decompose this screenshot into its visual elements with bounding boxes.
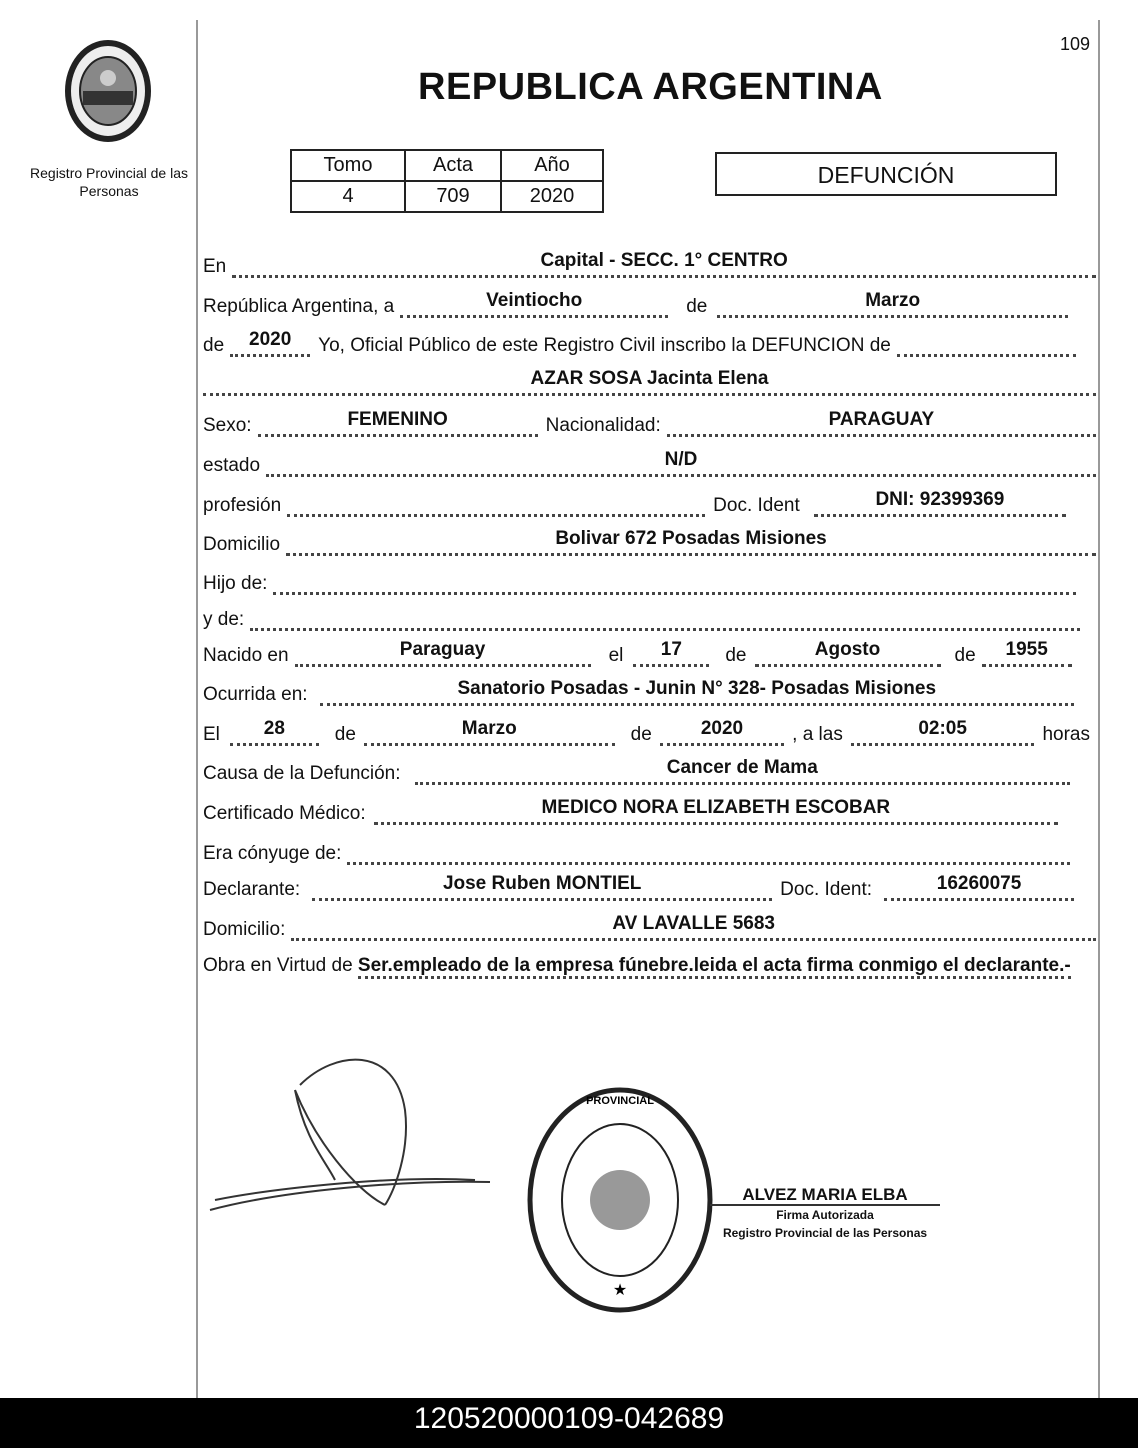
registry-label: Registro Provincial de las Personas [30, 165, 188, 199]
alas-label: , a las [792, 724, 843, 745]
right-margin-line [1098, 20, 1100, 1398]
ocurrida-label: Ocurrida en: [203, 684, 308, 705]
ano-header: Año [501, 150, 603, 181]
document-type-box: DEFUNCIÓN [715, 152, 1057, 196]
day-value: Veintiocho [400, 291, 668, 318]
ano-value: 2020 [501, 181, 603, 212]
signer-block [710, 1186, 940, 1242]
el-label: el [608, 645, 624, 666]
signer-org: Registro Provincial de las Personas [722, 1226, 928, 1240]
birth-month: Agosto [755, 640, 941, 667]
profesion-label: profesión [203, 495, 282, 516]
page-number: 109 [1060, 34, 1091, 54]
row-yo [203, 331, 1096, 357]
republica-label: República Argentina, a [203, 296, 395, 317]
star-icon: ★ [612, 1282, 628, 1299]
row-conyuge [203, 839, 1096, 865]
row-fecha-defuncion [203, 720, 1096, 746]
row-sexo [203, 411, 1096, 437]
en-label: En [203, 256, 227, 277]
causa-value: Cancer de Mama [415, 758, 1070, 785]
estado-value: N/D [266, 450, 1096, 477]
acta-header: Acta [405, 150, 501, 181]
row-declarante [203, 875, 1096, 901]
en-value: Capital - SECC. 1° CENTRO [232, 251, 1096, 278]
row-domicilio [203, 530, 1096, 556]
conyuge-label: Era cónyuge de: [203, 843, 342, 864]
yo-blank [897, 330, 1076, 357]
el-label: El [203, 724, 220, 745]
de-label: de [334, 724, 356, 745]
signer-name: ALVEZ MARIA ELBA [710, 1186, 940, 1206]
nacionalidad-value: PARAGUAY [667, 410, 1096, 437]
province-seal-logo [58, 36, 158, 146]
de-label: de [203, 335, 225, 356]
hijo-value [273, 568, 1076, 595]
tomo-header: Tomo [291, 150, 405, 181]
signer-role: Firma Autorizada [776, 1208, 874, 1222]
de-label: de [686, 296, 708, 317]
stamp-ring-text: PROVINCIAL [586, 1095, 654, 1107]
obra-paragraph [203, 952, 1096, 980]
row-fecha [203, 292, 1096, 318]
sexo-value: FEMENINO [258, 410, 538, 437]
left-margin-line [196, 20, 198, 1398]
yde-value [250, 604, 1080, 631]
de-label: de [630, 724, 652, 745]
certificado-value: MEDICO NORA ELIZABETH ESCOBAR [374, 798, 1058, 825]
nacionalidad-label: Nacionalidad: [545, 415, 661, 436]
domicilio-value: Bolivar 672 Posadas Misiones [286, 529, 1096, 556]
row-nacido [203, 641, 1096, 667]
barcode-number: 120520000109-042689 [0, 1398, 1138, 1448]
ocurrida-value: Sanatorio Posadas - Junin N° 328- Posadas Misiones [320, 679, 1074, 706]
declarante-doc-value: 16260075 [884, 874, 1074, 901]
sexo-label: Sexo: [203, 415, 252, 436]
hijo-label: Hijo de: [203, 573, 268, 594]
row-ocurrida [203, 680, 1096, 706]
row-en [203, 252, 1096, 278]
certificado-label: Certificado Médico: [203, 803, 366, 824]
yo-text: Yo, Oficial Público de este Registro Civil inscribo la DEFUNCION de [318, 335, 891, 356]
decl-domicilio-value: AV LAVALLE 5683 [291, 914, 1096, 941]
birth-day: 17 [633, 640, 709, 667]
row-name [203, 370, 1096, 396]
year-value: 2020 [230, 330, 310, 357]
obra-value: Ser.empleado de la empresa fúnebre.leida el acta firma conmigo el declarante.- [358, 955, 1071, 979]
birth-year: 1955 [982, 640, 1072, 667]
obra-label: Obra en Virtud de [203, 955, 353, 976]
tomo-value: 4 [291, 181, 405, 212]
yde-label: y de: [203, 609, 245, 630]
death-month: Marzo [364, 719, 615, 746]
page-title: REPUBLICA ARGENTINA [418, 66, 883, 108]
month-value: Marzo [717, 291, 1068, 318]
decl-domicilio-label: Domicilio: [203, 919, 286, 940]
causa-label: Causa de la Defunción: [203, 763, 401, 784]
doc-label: Doc. Ident [713, 495, 800, 516]
de-label: de [725, 645, 747, 666]
declarante-label: Declarante: [203, 879, 301, 900]
row-decl-domicilio [203, 915, 1096, 941]
row-estado [203, 451, 1096, 477]
horas-label: horas [1042, 724, 1090, 745]
conyuge-value [347, 838, 1070, 865]
declarant-signature [205, 1050, 505, 1220]
nacido-label: Nacido en [203, 645, 289, 666]
row-yde [203, 605, 1096, 631]
acta-value: 709 [405, 181, 501, 212]
row-hijo [203, 569, 1096, 595]
doc-value: DNI: 92399369 [814, 490, 1066, 517]
declarante-doc-label: Doc. Ident: [780, 879, 873, 900]
row-certificado [203, 799, 1096, 825]
row-causa [203, 759, 1096, 785]
de-label: de [954, 645, 976, 666]
domicilio-label: Domicilio [203, 534, 281, 555]
death-day: 28 [230, 719, 319, 746]
row-profesion [203, 491, 1096, 517]
estado-label: estado [203, 455, 261, 476]
registry-table [290, 149, 604, 213]
death-year: 2020 [660, 719, 784, 746]
deceased-name: AZAR SOSA Jacinta Elena [203, 369, 1096, 396]
profesion-value [287, 490, 705, 517]
official-stamp [520, 1080, 720, 1320]
declarante-value: Jose Ruben MONTIEL [312, 874, 772, 901]
death-time: 02:05 [851, 719, 1035, 746]
nacido-value: Paraguay [295, 640, 591, 667]
